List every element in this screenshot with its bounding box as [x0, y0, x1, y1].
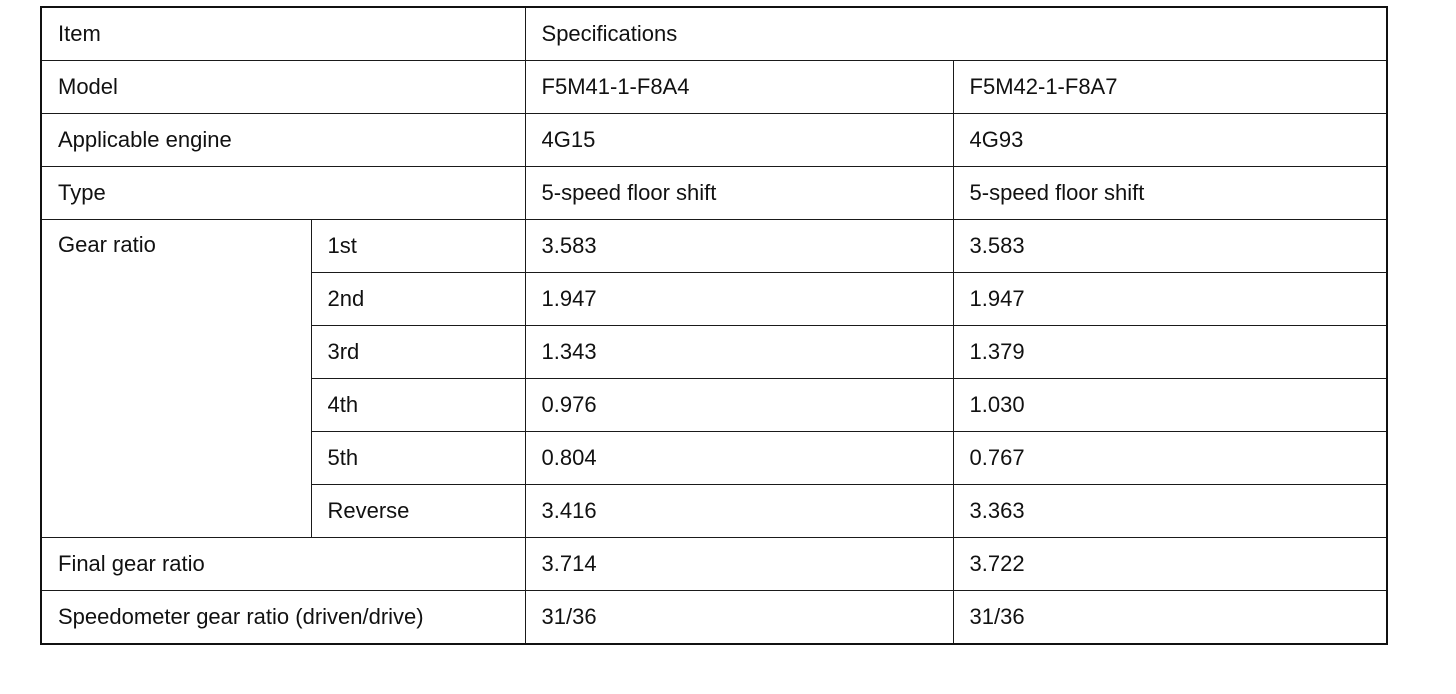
value-cell: 3.714	[525, 538, 953, 591]
value-cell: 4G93	[953, 114, 1387, 167]
gear-label: 3rd	[311, 326, 525, 379]
value-cell: 1.947	[953, 273, 1387, 326]
value-cell: 3.416	[525, 485, 953, 538]
value-cell: 3.583	[525, 220, 953, 273]
value-cell: 3.363	[953, 485, 1387, 538]
value-cell: 0.767	[953, 432, 1387, 485]
value-cell: 4G15	[525, 114, 953, 167]
row-label: Model	[41, 61, 525, 114]
row-label: Type	[41, 167, 525, 220]
value-cell: 3.583	[953, 220, 1387, 273]
value-cell: 1.030	[953, 379, 1387, 432]
value-cell: 1.947	[525, 273, 953, 326]
gear-label: 5th	[311, 432, 525, 485]
table-row	[41, 220, 1387, 273]
value-cell: F5M42-1-F8A7	[953, 61, 1387, 114]
header-item-cell: Item	[41, 7, 525, 61]
value-cell: 5-speed floor shift	[525, 167, 953, 220]
value-cell: 31/36	[525, 591, 953, 645]
gear-ratio-label: Gear ratio	[41, 220, 311, 538]
value-cell: 31/36	[953, 591, 1387, 645]
table-row	[41, 61, 1387, 114]
table-row	[41, 167, 1387, 220]
gear-label: 2nd	[311, 273, 525, 326]
value-cell: F5M41-1-F8A4	[525, 61, 953, 114]
value-cell: 0.804	[525, 432, 953, 485]
header-row	[41, 7, 1387, 61]
specifications-table	[40, 6, 1388, 645]
table-row	[41, 591, 1387, 645]
value-cell: 1.379	[953, 326, 1387, 379]
value-cell: 5-speed floor shift	[953, 167, 1387, 220]
gear-label: 4th	[311, 379, 525, 432]
row-label: Final gear ratio	[41, 538, 525, 591]
header-specifications-cell: Specifications	[525, 7, 1387, 61]
table-row	[41, 538, 1387, 591]
value-cell: 3.722	[953, 538, 1387, 591]
value-cell: 1.343	[525, 326, 953, 379]
table-row	[41, 114, 1387, 167]
value-cell: 0.976	[525, 379, 953, 432]
row-label: Speedometer gear ratio (driven/drive)	[41, 591, 525, 645]
gear-label: 1st	[311, 220, 525, 273]
gear-label: Reverse	[311, 485, 525, 538]
row-label: Applicable engine	[41, 114, 525, 167]
